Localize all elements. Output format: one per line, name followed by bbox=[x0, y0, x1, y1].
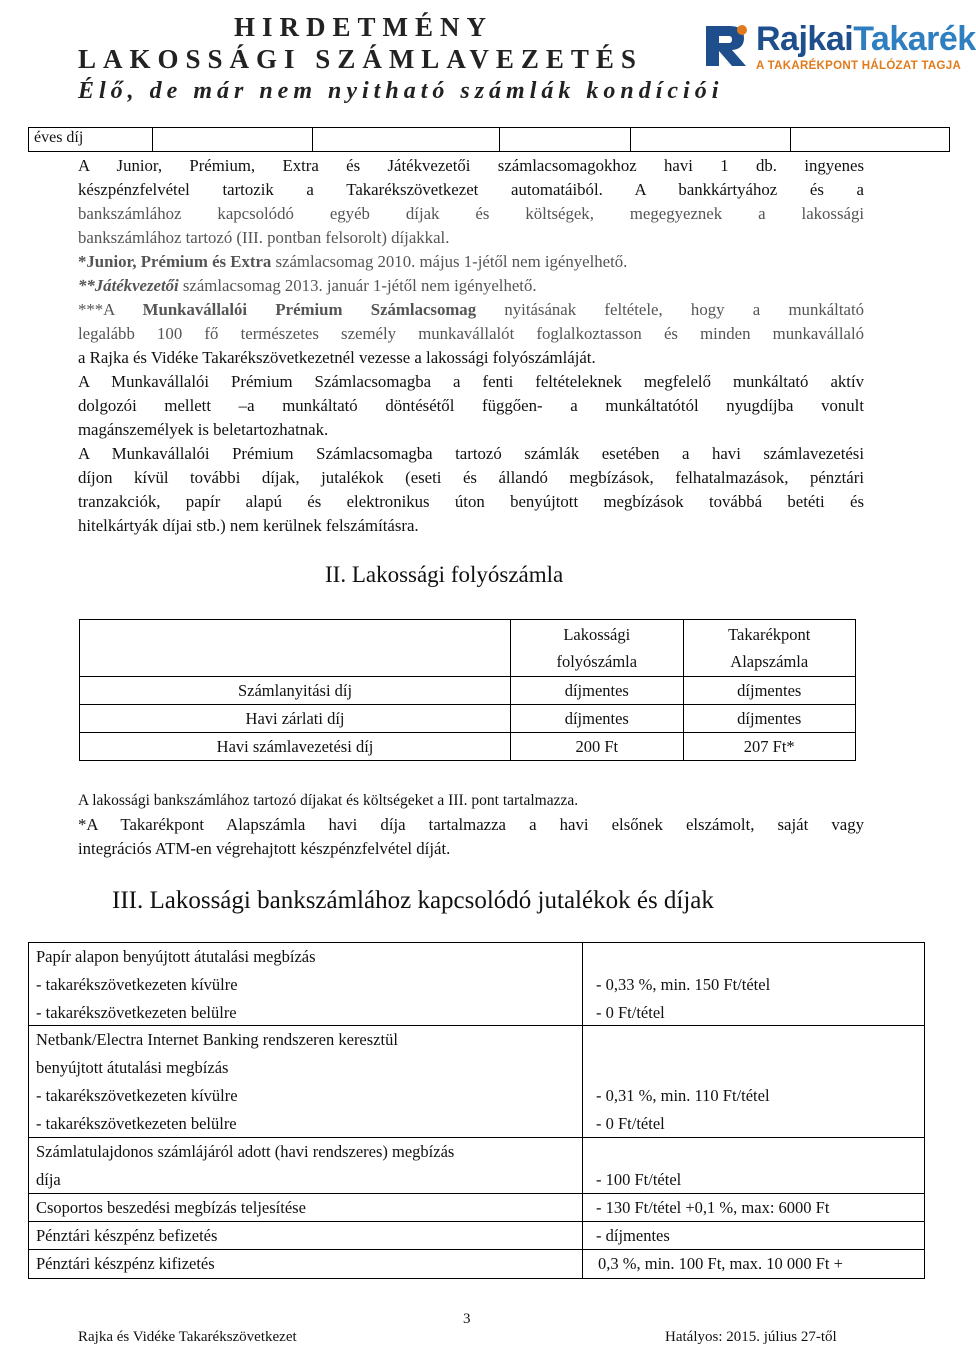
fee-table-row bbox=[36, 1029, 398, 1141]
logo-tagline: A TAKARÉKPONT HÁLÓZAT TAGJA bbox=[756, 60, 962, 72]
note-text: díjon kívül további díjak, jutalékok (eseti és állandó megbízások, felhatalmazások, pénztári bbox=[78, 468, 864, 487]
row-label: Havi zárlati díj bbox=[80, 705, 511, 733]
table-header-cell bbox=[511, 620, 683, 677]
table-cell-divider bbox=[949, 127, 950, 152]
table-cell-divider bbox=[790, 127, 791, 152]
header-line: folyószámla bbox=[556, 652, 638, 671]
fee-value: - 0,33 %, min. 150 Ft/tétel bbox=[596, 975, 771, 994]
fee-label: - takarékszövetkezeten kívülre bbox=[36, 975, 238, 994]
note-line bbox=[78, 514, 864, 538]
note-text: dolgozói mellett –a munkáltató döntésétől függően- a munkáltatótól nyugdíjba vonult bbox=[78, 396, 864, 415]
table-cell-divider bbox=[152, 127, 153, 152]
table-header-cell bbox=[683, 620, 856, 677]
note-text: integrációs ATM-en végrehajtott készpénzfelvétel díját. bbox=[78, 839, 451, 858]
note-line bbox=[78, 202, 864, 226]
note-text: magánszemélyek is beletartozhatnak. bbox=[78, 420, 329, 439]
fee-value: - 0 Ft/tétel bbox=[596, 1114, 665, 1133]
note-text: legalább 100 fő természetes személy munkavállalót foglalkoztasson és minden munkavállaló bbox=[78, 324, 864, 343]
table-header-empty bbox=[80, 620, 511, 677]
logo-name-part2: Takarék bbox=[853, 20, 976, 58]
fee-label: Csoportos beszedési megbízás teljesítése bbox=[36, 1198, 306, 1217]
note-line bbox=[78, 442, 864, 466]
note-text: hitelkártyák díjai stb.) nem kerülnek felszámításra. bbox=[78, 516, 419, 535]
row-value: díjmentes bbox=[511, 677, 683, 705]
note-star1 bbox=[78, 250, 864, 274]
header-line: Lakossági bbox=[563, 625, 631, 644]
note-line bbox=[78, 466, 864, 490]
note-text: a Rajka és Vidéke Takarékszövetkezetnél vezesse a lakossági folyószámláját. bbox=[78, 348, 596, 367]
row-label: Számlanyitási díj bbox=[80, 677, 511, 705]
note-line bbox=[78, 370, 864, 394]
logo-name-part1: Rajkai bbox=[756, 20, 854, 58]
fee-value: 0,3 %, min. 100 Ft, max. 10 000 Ft + bbox=[598, 1254, 843, 1273]
fee-label: - takarékszövetkezeten kívülre bbox=[36, 1086, 238, 1105]
fee-label: Pénztári készpénz befizetés bbox=[36, 1226, 218, 1245]
row-value: 207 Ft* bbox=[683, 733, 856, 761]
notes-block bbox=[78, 154, 864, 538]
footer-effective-date: Hatályos: 2015. július 27-től bbox=[665, 1329, 837, 1345]
note-star2 bbox=[78, 274, 864, 298]
table-row bbox=[80, 677, 856, 705]
row-label: Havi számlavezetési díj bbox=[80, 733, 511, 761]
table-border bbox=[28, 1278, 925, 1279]
note-text: A lakossági bankszámlához tartozó díjakat és költségeket a III. pont tartalmazza. bbox=[78, 792, 579, 809]
note-line bbox=[78, 490, 864, 514]
page-number: 3 bbox=[463, 1311, 471, 1327]
fee-value bbox=[596, 1141, 681, 1169]
section-2-title: II. Lakossági folyószámla bbox=[325, 562, 564, 587]
note-text: A Munkavállalói Prémium Számlacsomagba a fenti feltételeknek megfelelő munkáltató aktív bbox=[78, 372, 864, 391]
fee-label: Számlatulajdonos számlájáról adott (havi rendszeres) megbízás bbox=[36, 1142, 455, 1161]
table-cell-divider bbox=[499, 127, 500, 152]
note-bold: *Junior, Prémium és Extra bbox=[78, 252, 272, 271]
note-line bbox=[78, 322, 864, 346]
row-value: díjmentes bbox=[511, 705, 683, 733]
note-text: nyitásának feltétele, hogy a munkáltató bbox=[476, 300, 864, 319]
note-text: bankszámlához tartozó (III. pontban felsorolt) díjakkal. bbox=[78, 228, 450, 247]
table-border-row bbox=[28, 151, 950, 152]
row-value: 200 Ft bbox=[511, 733, 683, 761]
note-line bbox=[78, 418, 864, 442]
header-title: HIRDETMÉNY bbox=[234, 12, 494, 42]
table-row bbox=[80, 705, 856, 733]
header-subtitle: LAKOSSÁGI SZÁMLAVEZETÉS bbox=[78, 44, 643, 74]
note-line bbox=[78, 154, 864, 178]
fee-value: - 0 Ft/tétel bbox=[596, 1003, 665, 1022]
fee-label: - takarékszövetkezeten belülre bbox=[36, 1003, 237, 1022]
table-border bbox=[924, 942, 925, 1279]
footer-issuer: Rajka és Vidéke Takarékszövetkezet bbox=[78, 1329, 297, 1345]
current-account-fee-table bbox=[79, 619, 856, 761]
table-cell-divider bbox=[28, 127, 29, 152]
note-bold: **Játékvezetői bbox=[78, 276, 179, 295]
fee-label: Pénztári készpénz kifizetés bbox=[36, 1254, 215, 1273]
section-2-notes bbox=[78, 789, 864, 861]
fee-values bbox=[596, 946, 770, 1030]
brand-logo bbox=[702, 20, 976, 78]
note-bold: Munkavállalói Prémium Számlacsomag bbox=[142, 300, 477, 319]
fee-value: - 130 Ft/tétel +0,1 %, max: 6000 Ft bbox=[596, 1198, 830, 1217]
note-text: *A Takarékpont Alapszámla havi díja tartalmazza a havi elsőnek elszámolt, saját vagy bbox=[78, 815, 864, 834]
section-3-title: III. Lakossági bankszámlához kapcsolódó jutalékok és díjak bbox=[112, 887, 714, 914]
table-row-label: éves díj bbox=[34, 129, 84, 146]
note-text: bankszámlához kapcsolódó egyéb díjak és költségek, megegyeznek a lakossági bbox=[78, 204, 864, 223]
fee-label: Netbank/Electra Internet Banking rendszeren keresztül bbox=[36, 1030, 398, 1049]
note-line bbox=[78, 394, 864, 418]
fee-value: - 0,31 %, min. 110 Ft/tétel bbox=[596, 1086, 770, 1105]
table-border bbox=[28, 1249, 925, 1250]
note-line bbox=[78, 226, 864, 250]
fee-label: benyújtott átutalási megbízás bbox=[36, 1058, 229, 1077]
note-text: ***A bbox=[78, 300, 143, 319]
fee-table-row bbox=[36, 1141, 454, 1197]
note-text: tranzakciók, papír alapú és elektronikus úton benyújtott megbízások továbbá betéti és bbox=[78, 492, 864, 511]
table-border bbox=[28, 1221, 925, 1222]
note-text: készpénzfelvétel tartozik a Takarékszövetkezet automatáiból. A bankkártyához és a bbox=[78, 180, 864, 199]
note-line bbox=[78, 346, 864, 370]
fee-value: - 100 Ft/tétel bbox=[596, 1170, 682, 1189]
fee-value: - díjmentes bbox=[596, 1226, 670, 1245]
table-border bbox=[28, 942, 925, 943]
fee-value bbox=[596, 1057, 770, 1085]
table-header-row bbox=[80, 620, 856, 677]
table-border bbox=[28, 942, 29, 1279]
fee-values bbox=[596, 1029, 770, 1141]
fee-label: díja bbox=[36, 1170, 61, 1189]
note-text: A Munkavállalói Prémium Számlacsomagba tartozó számlák esetében a havi számlavezetési bbox=[78, 444, 864, 463]
note-text: A Junior, Prémium, Extra és Játékvezetői számlacsomagokhoz havi 1 db. ingyenes bbox=[78, 156, 864, 175]
fee-label: - takarékszövetkezeten belülre bbox=[36, 1114, 237, 1133]
logo-wordmark bbox=[756, 20, 976, 59]
note-text: számlacsomag 2010. május 1-jétől nem igényelhető. bbox=[271, 252, 628, 271]
table-border-top bbox=[28, 127, 950, 128]
row-value: díjmentes bbox=[683, 677, 856, 705]
row-value: díjmentes bbox=[683, 705, 856, 733]
note-line bbox=[78, 178, 864, 202]
fee-label: Papír alapon benyújtott átutalási megbízás bbox=[36, 947, 316, 966]
note-text: számlacsomag 2013. január 1-jétől nem igényelhető. bbox=[178, 276, 537, 295]
table-cell-divider bbox=[312, 127, 313, 152]
fee-value bbox=[596, 946, 770, 974]
note-star3 bbox=[78, 298, 864, 322]
logo-mark-icon bbox=[702, 22, 750, 68]
table-row bbox=[80, 733, 856, 761]
fee-table-row bbox=[36, 946, 316, 1030]
table-cell-divider bbox=[630, 127, 631, 152]
header-line: Takarékpont bbox=[728, 625, 811, 644]
header-line: Alapszámla bbox=[730, 652, 809, 671]
fee-values bbox=[596, 1141, 681, 1197]
table-border bbox=[582, 942, 583, 1279]
fee-value bbox=[596, 1029, 770, 1057]
header-caption: Élő, de már nem nyitható számlák kondíciói bbox=[78, 78, 724, 104]
